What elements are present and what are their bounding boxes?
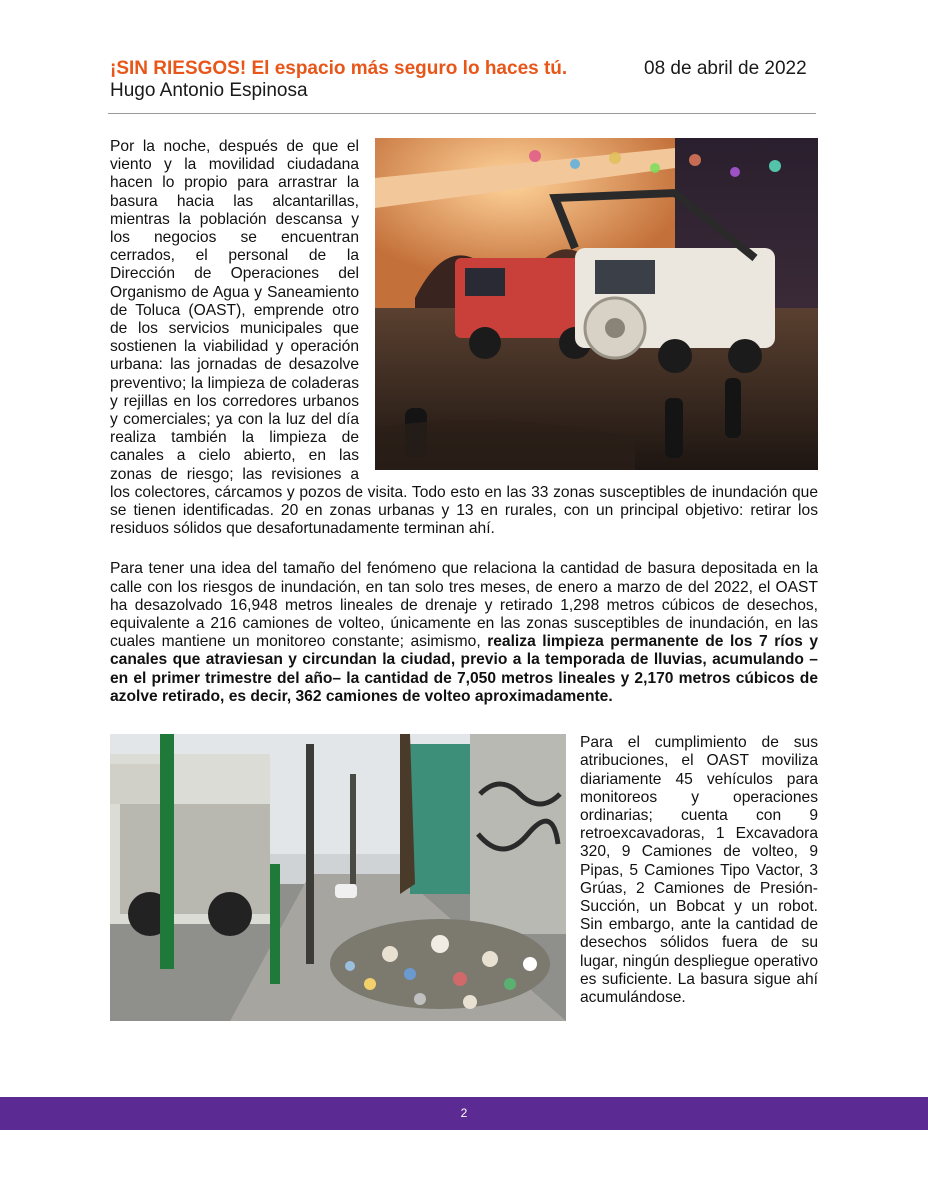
paragraph-spacer — [110, 706, 818, 734]
article-body — [110, 138, 818, 1027]
night-trucks-photo — [375, 138, 818, 470]
paragraph-2-highlight: realiza limpieza permanente de los 7 ríos y canales que atraviesan y circundan la ciudad, previo a la temporada de lluvias, acumulando –en el primer trimestre del año– la cantidad de 7,050 metros lineales y 2,170 metros cúbicos de azolve retirado, es decir, 362 camiones de volteo aproximadamente. — [110, 633, 818, 705]
article-title: ¡SIN RIESGOS! El espacio más seguro lo haces tú. — [110, 58, 568, 79]
header-divider — [108, 113, 816, 114]
author-name: Hugo Antonio Espinosa — [110, 80, 308, 101]
trash-street-photo — [110, 734, 566, 1021]
paragraph-1: Por la noche, después de que el viento y la movilidad ciudadana hacen lo propio para arrastrar la basura hacia las alcantarillas, mientras la población descansa y los negocios se encuentran cerrados, el personal de la Dirección de Operaciones del Organismo de Agua y Saneamiento de Toluca (OAST), emprende otro de los servicios municipales que sostienen la viabilidad y operación urbana: las jornadas de desazolve preventivo; la limpieza de coladeras y rejillas en los corredores urbanos y comerciales; ya con la luz del día realiza también la limpieza de canales a cielo abierto, en las zonas de riesgo; las revisiones a los colectores, cárcamos y pozos de visita. Todo esto en las 33 zonas susceptibles de inundación que se tienen identificadas. 20 en zonas urbanas y 13 en rurales, con un principal objetivo: retirar los residuos sólidos que desafortunadamente terminan ahí. — [110, 138, 818, 538]
trash-street-illustration — [110, 734, 566, 1021]
page-number: 2 — [460, 1106, 468, 1120]
publication-date: 08 de abril de 2022 — [644, 58, 807, 79]
paragraph-spacer — [110, 538, 818, 560]
night-trucks-illustration — [375, 138, 818, 470]
paragraph-3: Para el cumplimiento de sus atribuciones, el OAST moviliza diariamente 45 vehículos para monitoreos y operaciones ordinarias; cuenta con 9 retroexcavadoras, 1 Excavadora 320, 9 Camiones de volteo, 9 Pipas, 5 Camiones Tipo Vactor, 3 Grúas, 2 Camiones de Presión-Succión, un Bobcat y un robot. Sin embargo, ante la cantidad de desechos sólidos fuera de su lugar, ningún despliegue operativo es suficiente. La basura sigue ahí acumulándose. — [580, 734, 818, 1006]
paragraph-2-text: Para tener una idea del tamaño del fenómeno que relaciona la cantidad de basura depositada en la calle con los riesgos de inundación, en tan solo tres meses, de enero a marzo de del 2022, el OAST ha desazolvado 16,948 metros lineales de drenaje y retirado 1,298 metros cúbicos de desechos, equivalente a 216 camiones de volteo, únicamente en las zonas susceptibles de inundación, en las cuales mantiene un monitoreo constante; asimismo, — [110, 560, 818, 651]
paragraph-2 — [110, 560, 818, 706]
